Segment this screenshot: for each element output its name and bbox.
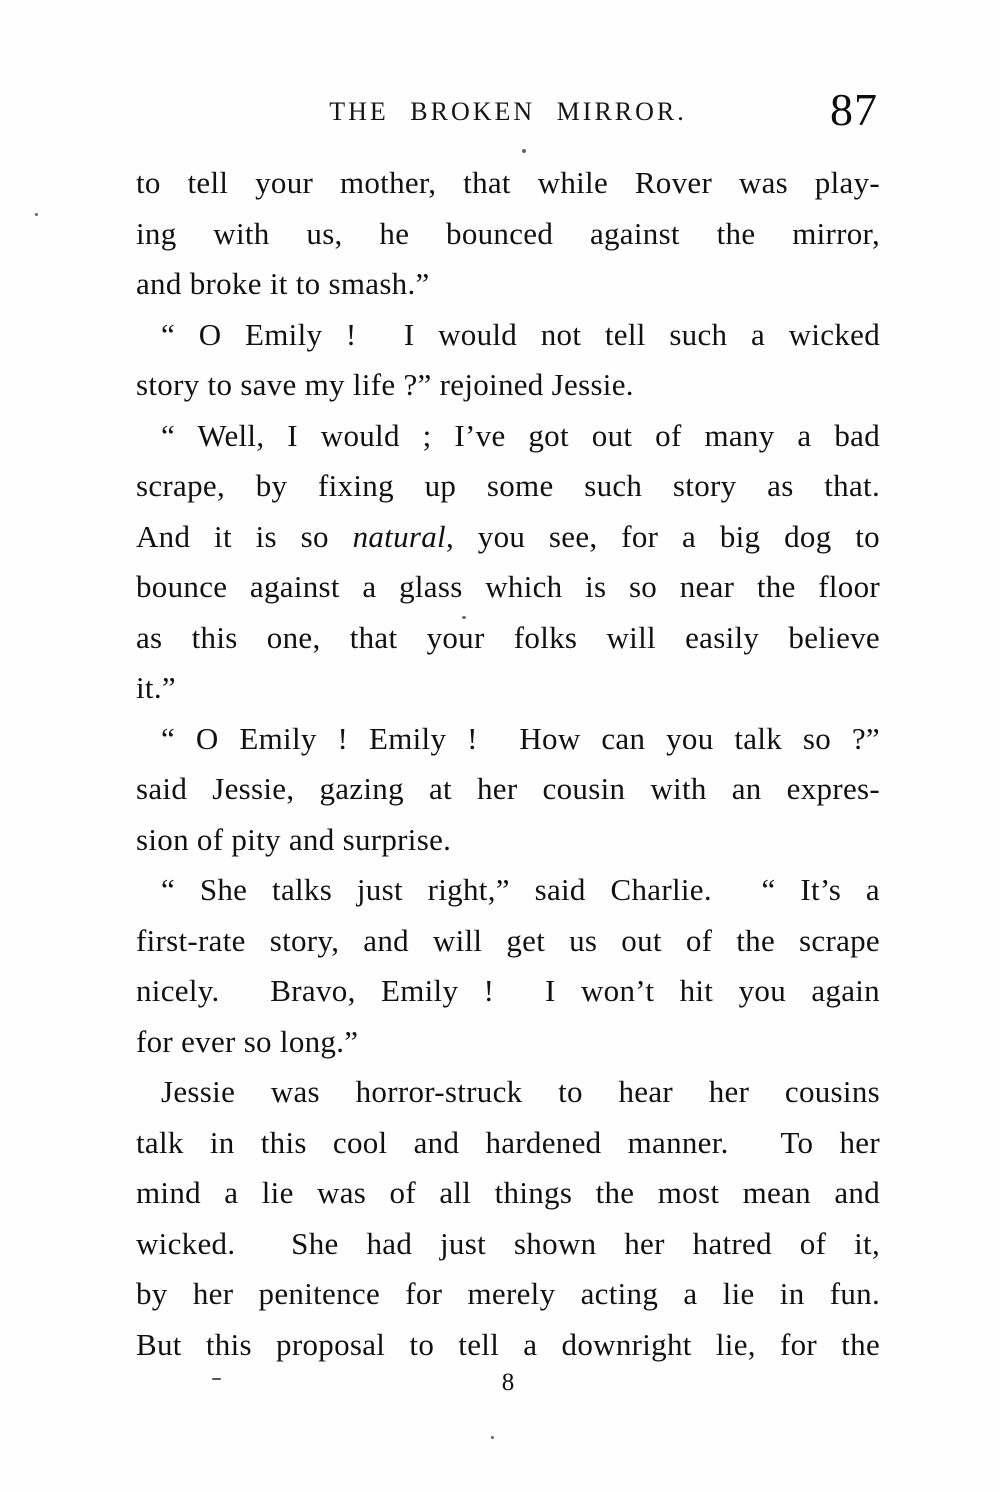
- text-segment: “ O Emily ! Emily ! How can you talk so ?”: [161, 720, 880, 756]
- text-line: [136, 1067, 880, 1118]
- text-segment: said Jessie, gazing at her cousin with an expres-: [136, 771, 880, 806]
- text-segment: wicked. She had just shown her hatred of it,: [136, 1225, 880, 1261]
- running-title: THE BROKEN MIRROR.: [329, 97, 687, 126]
- text-line: [136, 158, 880, 209]
- text-segment: story to save my life ?” rejoined Jessie.: [136, 367, 634, 402]
- text-segment: But this proposal to tell a downright lie, for the: [136, 1326, 880, 1362]
- text-line: [136, 461, 880, 512]
- text-line: [136, 1320, 880, 1371]
- text-line: [136, 310, 880, 361]
- text-segment: first-rate story, and will get us out of the scrape: [136, 922, 880, 958]
- scan-speck: [491, 1436, 494, 1439]
- text-line: [136, 1017, 880, 1068]
- text-segment: by her penitence for merely acting a lie in fun.: [136, 1276, 880, 1311]
- text-segment: to tell your mother, that while Rover was play-: [136, 165, 880, 200]
- text-segment: Jessie was horror-struck to hear her cousins: [161, 1074, 880, 1109]
- text-line: [136, 360, 880, 411]
- text-line: [136, 714, 880, 765]
- scan-speck: [212, 1378, 221, 1380]
- page-footer: [136, 1369, 880, 1397]
- text-line: [136, 916, 880, 967]
- text-line: [136, 562, 880, 613]
- text-line: [136, 259, 880, 310]
- page-body: [136, 158, 880, 1370]
- text-segment: sion of pity and surprise.: [136, 821, 452, 857]
- text-segment: , you see, for a big dog to: [445, 518, 880, 554]
- text-line: [136, 512, 880, 563]
- text-segment: nicely. Bravo, Emily ! I won’t hit you again: [136, 973, 880, 1008]
- text-segment: scrape, by fixing up some such story as that.: [136, 468, 880, 503]
- text-segment: and broke it to smash.”: [136, 266, 430, 301]
- scan-speck: [462, 616, 466, 619]
- text-segment: “ O Emily ! I would not tell such a wicked: [161, 316, 880, 352]
- text-segment: talk in this cool and hardened manner. To her: [136, 1124, 880, 1160]
- running-head: [136, 84, 880, 137]
- text-line: [136, 411, 880, 462]
- text-segment: mind a lie was of all things the most mean and: [136, 1175, 880, 1210]
- text-line: [136, 865, 880, 916]
- text-segment: bounce against a glass which is so near the floor: [136, 569, 880, 604]
- text-line: [136, 966, 880, 1017]
- signature-mark: 8: [501, 1369, 515, 1396]
- text-line: [136, 815, 880, 866]
- text-line: [136, 613, 880, 664]
- text-segment: “ Well, I would ; I’ve got out of many a bad: [161, 417, 880, 453]
- text-segment: it.”: [136, 670, 176, 705]
- text-line: [136, 1269, 880, 1320]
- text-segment: as this one, that your folks will easily believe: [136, 619, 880, 655]
- text-segment: “ She talks just right,” said Charlie. “ It’s a: [161, 872, 880, 907]
- italic-text-segment: natural: [352, 518, 446, 554]
- page-number: 87: [830, 84, 878, 135]
- text-line: [136, 764, 880, 815]
- text-segment: for ever so long.”: [136, 1023, 359, 1059]
- text-segment: ing with us, he bounced against the mirror,: [136, 215, 880, 251]
- text-line: [136, 1219, 880, 1270]
- text-line: [136, 209, 880, 260]
- text-line: [136, 1168, 880, 1219]
- scan-speck: [522, 149, 526, 153]
- text-segment: And it is so: [136, 518, 353, 554]
- text-line: [136, 663, 880, 714]
- text-line: [136, 1118, 880, 1169]
- scan-speck: [35, 213, 38, 216]
